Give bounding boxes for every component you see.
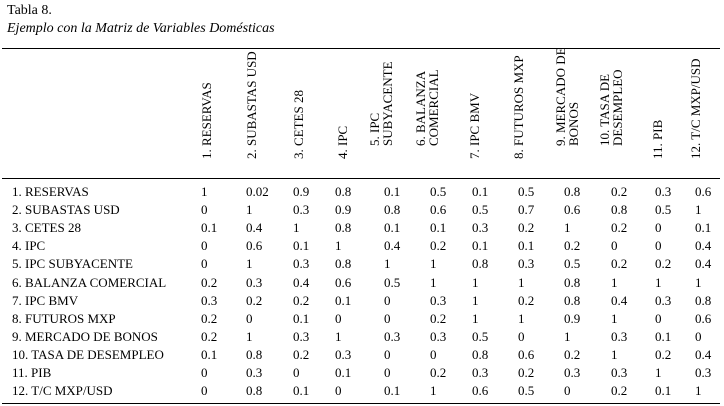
- table-cell: 0.3: [655, 292, 672, 308]
- table-row: [0, 201, 724, 219]
- table-cell: 0.2: [611, 383, 628, 399]
- row-label: 3. CETES 28: [12, 220, 81, 236]
- table-cell: 0.1: [335, 365, 352, 380]
- column-header-text: [512, 55, 525, 159]
- table-cell: 0.4: [246, 220, 263, 236]
- table-cell: 0.8: [335, 220, 352, 236]
- row-label: 4. IPC: [12, 238, 46, 254]
- table-cell: 1: [384, 256, 391, 272]
- table-cell: 0.2: [201, 310, 218, 326]
- table-cell: 0.3: [430, 292, 447, 308]
- table-cell: 0: [384, 346, 391, 362]
- table-cell: 0.8: [564, 292, 581, 308]
- table-row: [0, 346, 724, 364]
- table-cell: 0.2: [564, 346, 581, 362]
- table-cell: 0: [518, 328, 525, 344]
- table-cell: 0.5: [564, 256, 581, 272]
- table-cell: 0.6: [695, 184, 712, 199]
- column-header-line-1: 2. SUBASTAS USD: [244, 51, 259, 159]
- column-header-7: [468, 54, 508, 172]
- table-cell: 0.3: [430, 328, 447, 344]
- table-cell: 1: [695, 383, 702, 399]
- table-cell: 0.2: [293, 346, 310, 362]
- table-cell: 0: [201, 383, 208, 399]
- column-header-line-1: 6. BALANZA: [413, 70, 428, 146]
- table-cell: 1: [564, 328, 571, 344]
- table-cell: 0.5: [430, 184, 447, 199]
- table-cell: 0.4: [695, 346, 712, 362]
- table-row: [0, 328, 724, 346]
- table-cell: 0.2: [518, 365, 535, 380]
- table-row: [0, 255, 724, 273]
- table-cell: 0.9: [335, 202, 352, 218]
- table-cell: 0.4: [695, 256, 712, 272]
- table-cell: 0.6: [564, 202, 581, 218]
- row-label: 6. BALANZA COMERCIAL: [12, 274, 167, 290]
- row-label: 10. TASA DE DESEMPLEO: [12, 346, 164, 362]
- table-cell: 0.3: [518, 256, 535, 272]
- table-cell: 0: [611, 238, 618, 254]
- table-cell: 0.3: [611, 328, 628, 344]
- table-cell: 0.02: [246, 184, 269, 199]
- table-bottom-rule: [2, 403, 720, 404]
- table-cell: 0.8: [335, 184, 352, 199]
- table-caption-subtitle: Ejemplo con la Matriz de Variables Domésticas: [7, 21, 275, 36]
- column-header-line-1: 7. IPC BMV: [467, 92, 482, 159]
- table-cell: 0.3: [564, 365, 581, 380]
- column-header-line-1: 8. FUTUROS MXP: [511, 55, 526, 159]
- table-cell: 0.3: [335, 346, 352, 362]
- table-cell: 0.8: [246, 383, 263, 399]
- table-cell: 1: [695, 202, 702, 218]
- table-cell: 0: [201, 256, 208, 272]
- table-cell: 1: [611, 310, 618, 326]
- column-header-line-1: 12. T/C MXP/USD: [688, 58, 703, 159]
- table-cell: 1: [611, 346, 618, 362]
- table-cell: 0.1: [293, 310, 310, 326]
- column-header-text: [368, 61, 394, 146]
- table-cell: 1: [472, 310, 479, 326]
- table-cell: 0.6: [430, 202, 447, 218]
- table-cell: 0.6: [335, 274, 352, 290]
- table-cell: 0.1: [384, 383, 401, 399]
- row-label: 7. IPC BMV: [12, 292, 79, 308]
- table-cell: 0.1: [293, 383, 310, 399]
- table-cell: 0.8: [384, 202, 401, 218]
- column-header-text: [554, 47, 580, 146]
- table-cell: 0.2: [430, 310, 447, 326]
- table-cell: 0.1: [695, 220, 712, 236]
- table-cell: 0.8: [695, 292, 712, 308]
- table-cell: 0.5: [518, 383, 535, 399]
- table-cell: 0.6: [472, 383, 489, 399]
- table-cell: 0.7: [518, 202, 535, 218]
- table-cell: 1: [564, 220, 571, 236]
- table-row: [0, 382, 724, 400]
- table-cell: 0.2: [246, 292, 263, 308]
- row-label: 5. IPC SUBYACENTE: [12, 256, 133, 272]
- table-cell: 0.2: [201, 274, 218, 290]
- table-cell: 0.3: [246, 274, 263, 290]
- table-cell: 0: [384, 292, 391, 308]
- table-row: [0, 310, 724, 328]
- table-cell: 0.4: [384, 238, 401, 254]
- table-cell: 0.8: [611, 202, 628, 218]
- column-header-line-1: 5. IPC: [367, 112, 382, 146]
- table-cell: 0.1: [518, 238, 535, 254]
- table-cell: 1: [335, 328, 342, 344]
- table-cell: 0.1: [384, 184, 401, 199]
- table-cell: 0.9: [564, 310, 581, 326]
- table-cell: 0.2: [430, 365, 447, 380]
- table-cell: 0: [201, 238, 208, 254]
- table-cell: 0: [695, 328, 702, 344]
- row-label: 9. MERCADO DE BONOS: [12, 328, 158, 344]
- column-header-12: [689, 54, 724, 172]
- table-cell: 0.2: [611, 220, 628, 236]
- table-cell: 0: [246, 310, 253, 326]
- table-cell: 0.2: [293, 292, 310, 308]
- table-cell: 0.2: [611, 256, 628, 272]
- column-header-8: [512, 54, 552, 172]
- table-cell: 0.3: [201, 292, 218, 308]
- column-header-text: [292, 90, 305, 159]
- column-header-text: [468, 93, 481, 159]
- table-cell: 1: [518, 310, 525, 326]
- table-cell: 0: [335, 310, 342, 326]
- column-header-text: [200, 82, 213, 159]
- table-cell: 1: [472, 274, 479, 290]
- table-cell: 0.5: [472, 328, 489, 344]
- table-cell: 0.5: [384, 274, 401, 290]
- column-header-line-2: COMERCIAL: [426, 69, 441, 146]
- table-header-rule: [2, 178, 720, 179]
- table-cell: 0.1: [384, 220, 401, 236]
- table-cell: 0.1: [655, 383, 672, 399]
- table-cell: 0.2: [564, 238, 581, 254]
- table-cell: 0.8: [472, 256, 489, 272]
- table-cell: 0.8: [335, 256, 352, 272]
- column-header-10: [598, 54, 638, 172]
- row-label: 12. T/C MXP/USD: [12, 383, 113, 399]
- table-cell: 0: [655, 310, 662, 326]
- table-top-rule: [2, 48, 720, 49]
- table-cell: 1: [246, 202, 253, 218]
- row-label: 11. PIB: [12, 365, 52, 380]
- table-cell: 0.2: [655, 256, 672, 272]
- table-cell: 0.1: [655, 328, 672, 344]
- column-header-line-1: 4. IPC: [335, 125, 350, 159]
- table-cell: 0.1: [430, 220, 447, 236]
- table-cell: 0.3: [293, 256, 310, 272]
- table-row: [0, 292, 724, 310]
- table-row: [0, 274, 724, 292]
- table-cell: 0.4: [611, 292, 628, 308]
- table-cell: 0.1: [201, 220, 218, 236]
- table-cell: 0.3: [472, 365, 489, 380]
- table-cell: 0.8: [472, 346, 489, 362]
- table-cell: 0.3: [655, 184, 672, 199]
- table-cell: 0.3: [246, 365, 263, 380]
- table-cell: 0.2: [201, 328, 218, 344]
- table-cell: 0.1: [472, 184, 489, 199]
- table-cell: 0.4: [293, 274, 310, 290]
- table-row: [0, 364, 724, 382]
- table-caption-title: Tabla 8.: [7, 3, 52, 18]
- table-cell: 1: [472, 292, 479, 308]
- table-cell: 0.8: [564, 184, 581, 199]
- table-cell: 0: [335, 383, 342, 399]
- column-header-text: [598, 69, 624, 146]
- table-cell: 0: [293, 365, 300, 380]
- table-row: [0, 237, 724, 255]
- table-cell: 1: [430, 274, 437, 290]
- column-header-text: [651, 120, 664, 159]
- table-cell: 0.2: [611, 184, 628, 199]
- table-cell: 0.1: [335, 292, 352, 308]
- table-cell: 0: [655, 220, 662, 236]
- table-cell: 1: [430, 256, 437, 272]
- table-cell: 0.2: [655, 346, 672, 362]
- table-cell: 0.1: [293, 238, 310, 254]
- table-cell: 1: [611, 274, 618, 290]
- table-cell: 1: [335, 238, 342, 254]
- table-cell: 0.9: [293, 184, 310, 199]
- table-cell: 1: [201, 184, 208, 199]
- column-header-2: [244, 51, 285, 172]
- table-cell: 0: [430, 346, 437, 362]
- table-cell: 0: [384, 310, 391, 326]
- column-header-11: [651, 54, 691, 172]
- column-header-line-1: 11. PIB: [650, 119, 665, 159]
- column-header-text: [245, 51, 258, 159]
- table-cell: 1: [430, 383, 437, 399]
- table-cell: 0.1: [201, 346, 218, 362]
- table-row: [0, 183, 724, 201]
- column-header-line-1: 1. RESERVAS: [199, 82, 214, 159]
- column-header-1: [200, 54, 240, 172]
- table-cell: 0.3: [472, 220, 489, 236]
- table-cell: 0.6: [695, 310, 712, 326]
- table-cell: 1: [655, 274, 662, 290]
- table-cell: 1: [695, 274, 702, 290]
- column-header-line-1: 9. MERCADO DE: [553, 47, 568, 146]
- table-cell: 0.2: [430, 238, 447, 254]
- table-cell: 0.2: [518, 292, 535, 308]
- table-cell: 0: [564, 383, 571, 399]
- table-cell: 1: [655, 365, 662, 380]
- table-cell: 0.5: [655, 202, 672, 218]
- column-header-line-2: DESEMPLEO: [610, 69, 625, 146]
- table-cell: 0.3: [384, 328, 401, 344]
- column-header-line-2: BONOS: [566, 101, 581, 146]
- table-row: [0, 219, 724, 237]
- column-header-line-2: SUBYACENTE: [380, 61, 395, 146]
- column-header-text: [689, 58, 702, 159]
- table-cell: 1: [246, 256, 253, 272]
- table-cell: 1: [246, 328, 253, 344]
- table-cell: 0.3: [611, 365, 628, 380]
- table-cell: 0.6: [246, 238, 263, 254]
- table-cell: 0.5: [518, 184, 535, 199]
- column-header-line-1: 10. TASA DE: [597, 73, 612, 146]
- row-label: 8. FUTUROS MXP: [12, 310, 116, 326]
- table-cell: 0.6: [518, 346, 535, 362]
- table-cell: 0.3: [293, 328, 310, 344]
- table-cell: 0: [201, 365, 208, 380]
- row-label: 2. SUBASTAS USD: [12, 202, 120, 218]
- column-header-5: [368, 54, 408, 172]
- table-cell: 0.3: [293, 202, 310, 218]
- table-cell: 0: [384, 365, 391, 380]
- column-header-6: [414, 54, 454, 172]
- table-cell: 1: [518, 274, 525, 290]
- table-cell: 0: [655, 238, 662, 254]
- table-cell: 1: [293, 220, 300, 236]
- column-header-text: [414, 69, 440, 146]
- table-cell: 0.1: [472, 238, 489, 254]
- table-cell: 0.4: [695, 238, 712, 254]
- column-header-3: [292, 54, 332, 172]
- column-header-line-1: 3. CETES 28: [291, 90, 306, 159]
- table-cell: 0: [201, 202, 208, 218]
- row-label: 1. RESERVAS: [12, 184, 89, 199]
- table-cell: 0.8: [564, 274, 581, 290]
- table-cell: 0.8: [246, 346, 263, 362]
- table-cell: 0.2: [518, 220, 535, 236]
- table-cell: 0.3: [695, 365, 712, 380]
- column-header-text: [336, 126, 349, 159]
- table-cell: 0.5: [472, 202, 489, 218]
- column-header-9: [553, 47, 594, 172]
